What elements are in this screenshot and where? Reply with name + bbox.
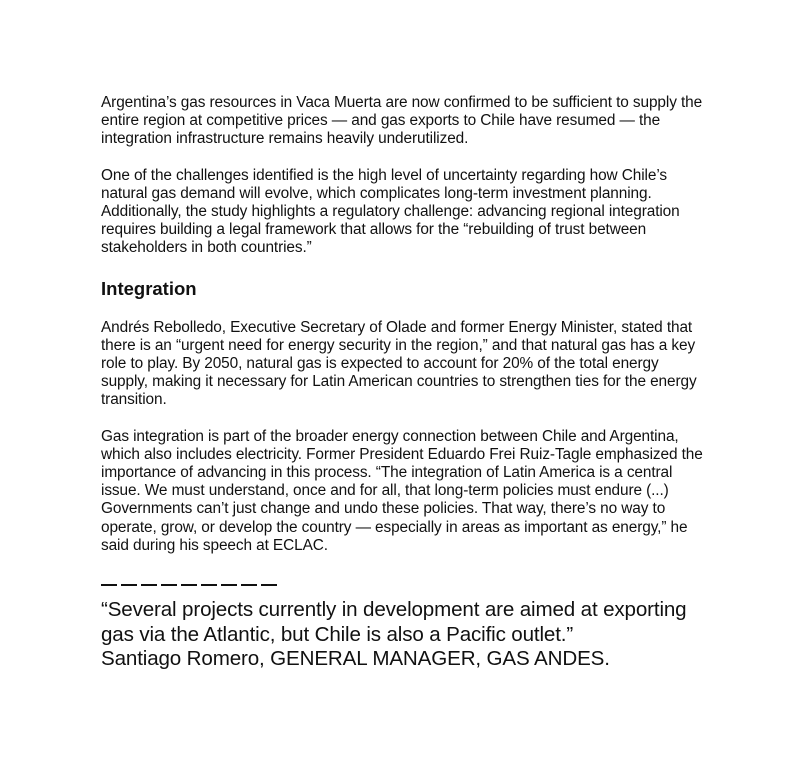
section-heading: Integration xyxy=(101,277,197,299)
body-paragraph: Argentina’s gas resources in Vaca Muerta are now confirmed to be sufficient to supply the entire region at competitive prices — and gas exports to Chile have resumed — the integration infrastructure remains heavily underutilized. xyxy=(101,94,703,148)
article-page xyxy=(101,94,706,672)
quote-divider xyxy=(101,578,706,592)
quote-attribution: Santiago Romero, GENERAL MANAGER, GAS ANDES. xyxy=(101,647,610,671)
section-paragraph: Andrés Rebolledo, Executive Secretary of Olade and former Energy Minister, stated that there is an “urgent need for energy security in the region,” and that natural gas has a key role to play. By 2050, natural gas is expected to account for 20% of the total energy supply, making it necessary for Latin American countries to strengthen ties for the energy transition. xyxy=(101,318,697,409)
section-paragraph: Gas integration is part of the broader energy connection between Chile and Argentina, which also includes electricity. Former President Eduardo Frei Ruiz-Tagle emphasized the importance of advancing in this process. “The integration of Latin America is a central issue. We must understand, once and for all, that long-term policies must endure (...) Governments can’t just change and undo these policies. That way, there’s no way to operate, grow, or develop the country — especially in areas as important as energy,” he said during his speech at ECLAC. xyxy=(101,427,703,554)
body-paragraph: One of the challenges identified is the high level of uncertainty regarding how Chile’s natural gas demand will evolve, which complicates long-term investment planning. Additionally, the study highlights a regulatory challenge: advancing regional integration requires building a legal framework that allows for the “rebuilding of trust between stakeholders in both countries.” xyxy=(101,166,680,257)
pull-quote: “Several projects currently in development are aimed at exporting gas via the Atlantic, but Chile is also a Pacific outlet.” xyxy=(101,598,687,646)
